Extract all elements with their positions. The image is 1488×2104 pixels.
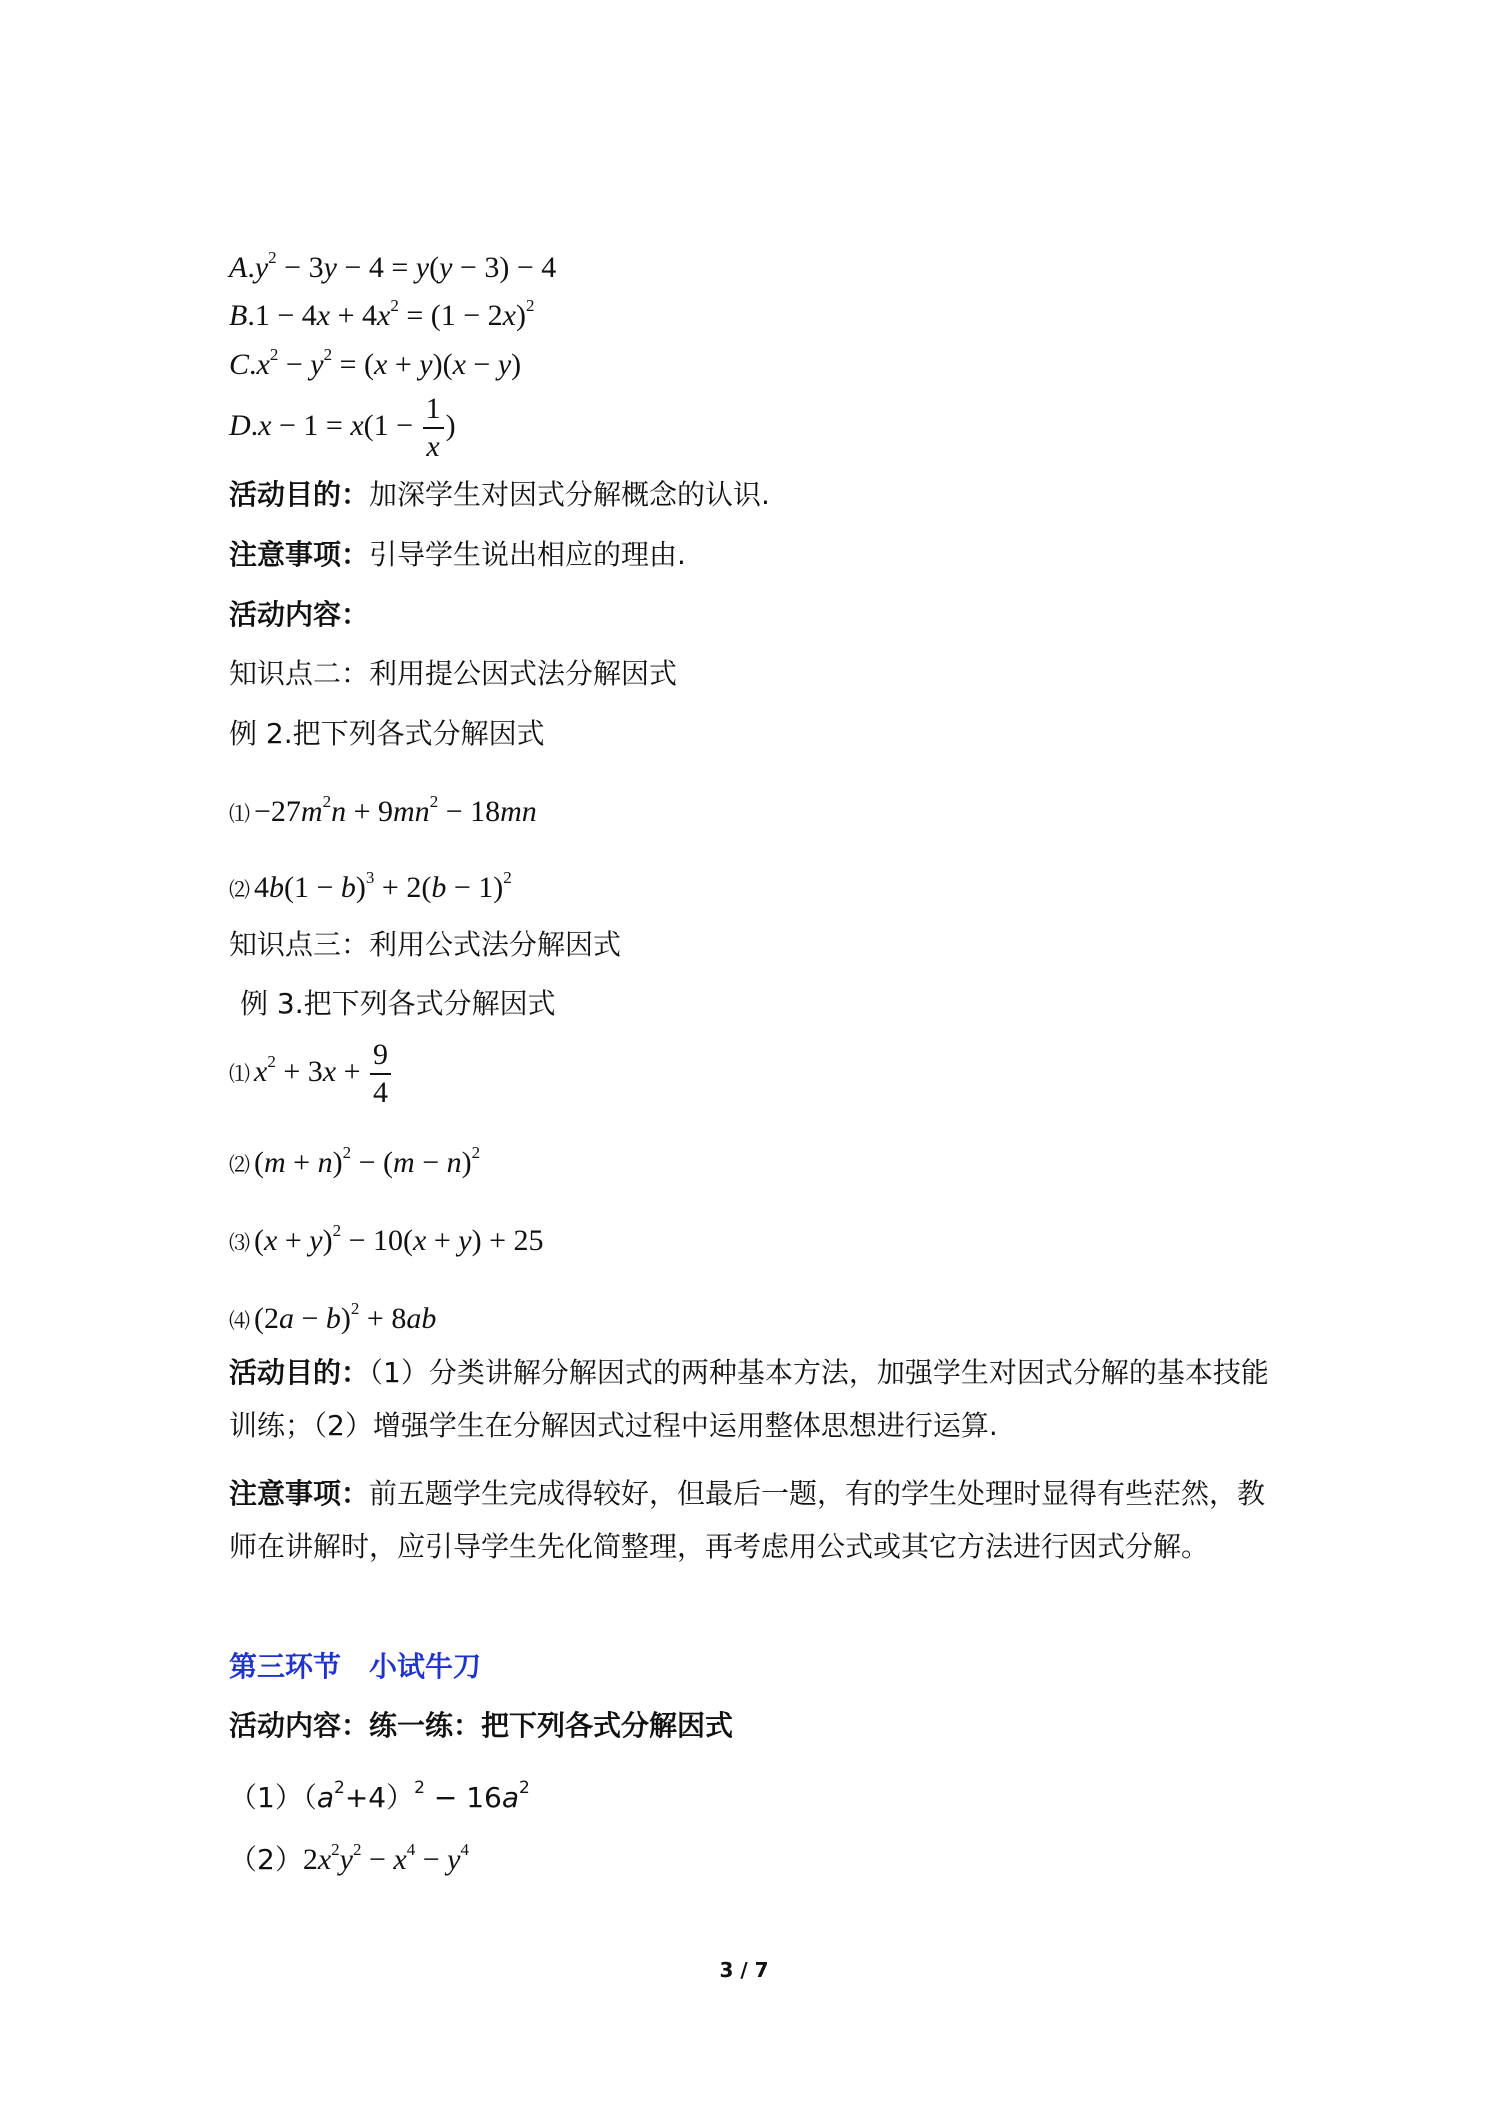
activity-content-label: 活动内容： [229, 598, 370, 631]
example-2-item-2: ⑵ $4b(1 - b)^3 + 2(b - 1)^2$ [229, 868, 512, 904]
example-3-title: 例 3.把下列各式分解因式 [240, 987, 556, 1020]
example-2-title: 例 2.把下列各式分解因式 [229, 717, 545, 750]
example-3-item-2: ⑵ $(m + n)^2 - (m - n)^2$ [229, 1143, 481, 1179]
knowledge-point-3: 知识点三：利用公式法分解因式 [229, 928, 622, 961]
option-a: $A.y^2 - 3y - 4 = y(y - 3) - 4$ [229, 248, 557, 284]
example-3-item-1: ⑴ $x^2 + 3x$ + $\frac{9}{4}$ [229, 1040, 393, 1108]
practice-item-1: $(1)(a^2+4)^2 - 16a^2$ [229, 1778, 530, 1814]
example-2-item-1: ⑴ $-27m^2n + 9mn^2 - 18mn$ [229, 792, 537, 828]
option-c: $C.x^2 - y^2 = (x + y)(x - y)$ [229, 345, 522, 381]
option-b: $B.1 - 4x + 4x^2 = (1 - 2x)^2$ [229, 296, 535, 332]
practice-label: 活动内容：练一练：把下列各式分解因式 [229, 1709, 734, 1742]
knowledge-point-2: 知识点二：利用提公因式法分解因式 [229, 657, 678, 690]
notes-2: 注意事项：前五题学生完成得较好，但最后一题，有的学生处理时显得有些茫然，教师在讲解时，应引导学生先化简整理，再考虑用公式或其它方法进行因式分解。 [229, 1477, 1266, 1563]
page-number: 3 / 7 [719, 1958, 769, 1982]
notes-1: 注意事项：引导学生说出相应的理由. [229, 538, 686, 571]
activity-goal-2: 活动目的：（1）分类讲解分解因式的两种基本方法，加强学生对因式分解的基本技能训练；（2）增强学生在分解因式过程中运用整体思想进行运算. [229, 1356, 1269, 1442]
example-3-item-3: ⑶ $(x + y)^2 - 10(x + y) + 25$ [229, 1221, 544, 1257]
example-3-item-4: ⑷ $(2a - b)^2 + 8ab$ [229, 1299, 437, 1335]
section-title: 第三环节 小试牛刀 [229, 1650, 482, 1683]
activity-goal-1: 活动目的：加深学生对因式分解概念的认识. [229, 478, 770, 511]
option-d: D.x − 1 = x(1 − $\frac{1}{x}$ ) [229, 392, 456, 463]
practice-item-2: $(2)2x^2y^2 - x^4 - y^4$ [229, 1840, 469, 1876]
